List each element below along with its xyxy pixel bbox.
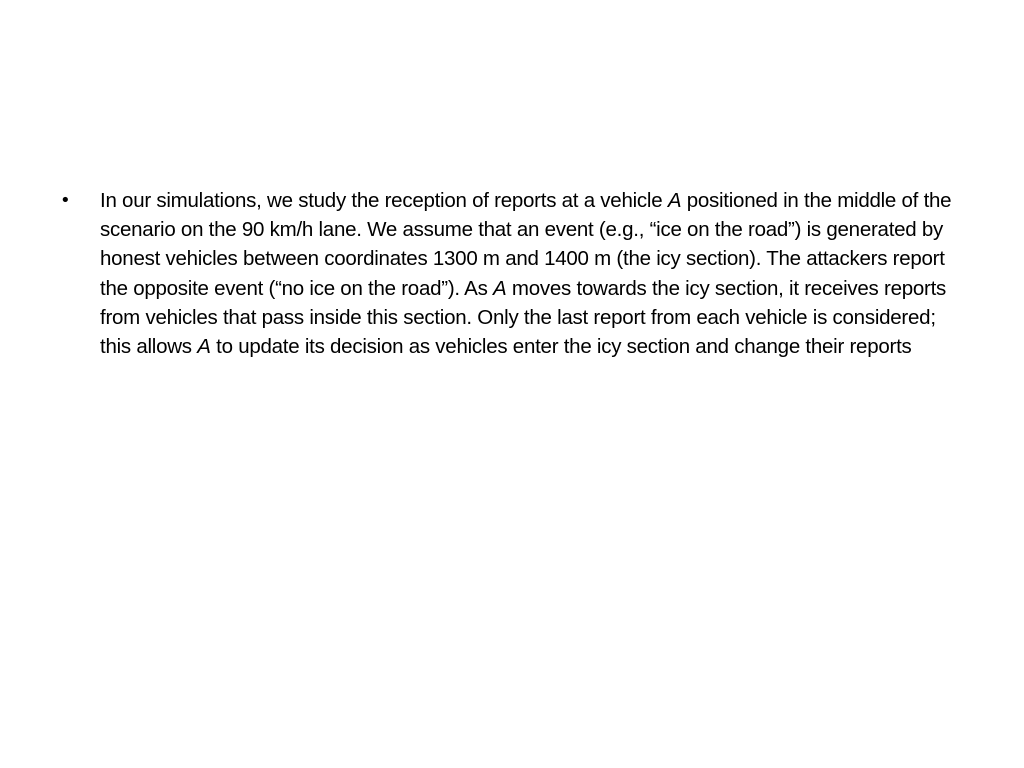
vehicle-label: A bbox=[197, 335, 211, 359]
bullet-text bbox=[100, 186, 960, 361]
slide-body bbox=[60, 186, 960, 361]
vehicle-label: A bbox=[667, 189, 682, 212]
text-segment: moves towards the icy section, it receives reports from vehicles that pass inside this section. Only the last report from each vehicle is considered; this allows bbox=[100, 276, 947, 359]
text-segment: positioned in the middle of the scenario on the 90 km/h lane. We assume that an event (e.g., “ice on the road”) is generated by honest vehicles between coordinates 1300 m and 1400 m (the icy section). The attackers report the opposite event (“no ice on the road”). As bbox=[100, 189, 952, 300]
bullet-item bbox=[60, 186, 960, 361]
text-segment: In our simulations, we study the reception of reports at a vehicle bbox=[100, 189, 668, 212]
vehicle-label: A bbox=[493, 276, 507, 300]
text-segment: to update its decision as vehicles enter the icy section and change their reports bbox=[210, 335, 912, 359]
bullet-marker: • bbox=[60, 190, 71, 211]
